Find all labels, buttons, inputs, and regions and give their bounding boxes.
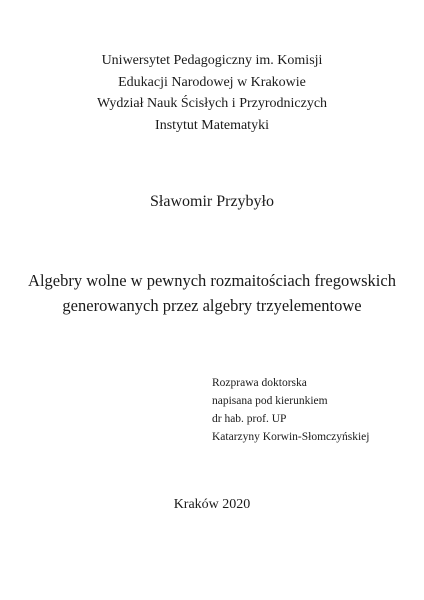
institution-line-faculty: Wydział Nauk Ścisłych i Przyrodniczych xyxy=(96,96,328,111)
supervisor-title: dr hab. prof. UP xyxy=(212,413,287,425)
thesis-type: Rozprawa doktorska xyxy=(212,377,307,389)
thesis-info-block xyxy=(212,374,369,446)
thesis-title-line-2: generowanych przez algebry trzyelementowe xyxy=(62,296,362,315)
institution-line-university-cont: Edukacji Narodowej w Krakowie xyxy=(118,74,306,90)
supervisor-name: Katarzyny Korwin-Słomczyńskiej xyxy=(212,431,370,443)
thesis-title xyxy=(0,268,424,318)
place-and-date: Kraków 2020 xyxy=(173,497,251,512)
institution-block xyxy=(0,50,424,136)
thesis-title-line-1: Algebry wolne w pewnych rozmaitościach fregowskich xyxy=(28,271,396,290)
institution-line-university: Uniwersytet Pedagogiczny im. Komisji xyxy=(101,53,323,68)
author-name: Sławomir Przybyło xyxy=(150,193,274,210)
institution-line-institute: Instytut Matematyki xyxy=(155,117,269,133)
supervision-note: napisana pod kierunkiem xyxy=(212,395,328,407)
